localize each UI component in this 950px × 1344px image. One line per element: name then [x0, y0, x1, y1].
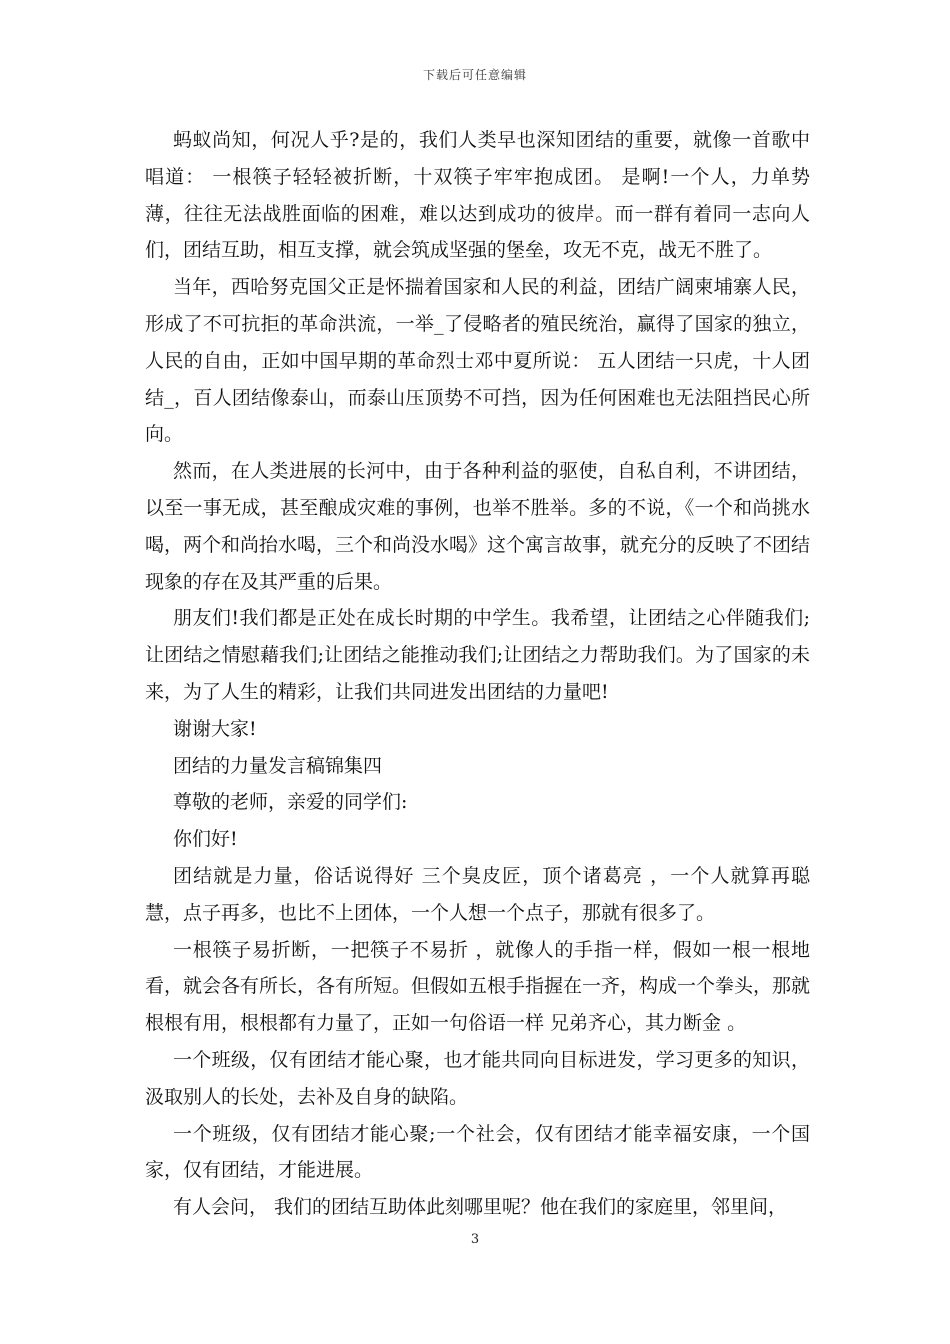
section-title: 团结的力量发言稿锦集四	[173, 754, 383, 777]
paragraph: 一根筷子易折断，一把筷子不易折 ，就像人的手指一样，假如一根一根地看，就会各有所长，各有所短。但假如五根手指握在一齐，构成一个拳头，那就根根有用，根根都有力量了，正如一句俗语一样 兄弟齐心，其力断金 。	[145, 938, 811, 1035]
paragraph: 一个班级，仅有团结才能心聚，也才能共同向目标进发，学习更多的知识，汲取别人的长处，去补及自身的缺陷。	[145, 1048, 810, 1108]
paragraph: 朋友们!我们都是正处在成长时期的中学生。我希望，让团结之心伴随我们;让团结之情慰藉我们;让团结之能推动我们;让团结之力帮助我们。为了国家的未来，为了人生的精彩，让我们共同进发出团结的力量吧!	[145, 607, 810, 703]
paragraph: 团结就是力量，俗话说得好 三个臭皮匠，顶个诸葛亮 ，一个人就算再聪慧，点子再多，也比不上团体，一个人想一个点子，那就有很多了。	[145, 864, 810, 924]
paragraph: 一个班级，仅有团结才能心聚;一个社会，仅有团结才能幸福安康，一个国家，仅有团结，才能进展。	[145, 1122, 810, 1182]
paragraph: 有人会问， 我们的团结互助体此刻哪里呢？他在我们的家庭里，邻里间，	[173, 1196, 788, 1219]
page-number: 3	[470, 1232, 480, 1247]
page-header: 下载后可任意编辑	[422, 68, 527, 82]
salutation: 尊敬的老师，亲爱的同学们:	[173, 791, 408, 814]
paragraph: 蚂蚁尚知，何况人乎?是的，我们人类早也深知团结的重要，就像一首歌中唱道： 一根筷子轻轻被折断，十双筷子牢牢抱成团。 是啊!一个人，力单势薄，往往无法战胜面临的困难，难以达到成功的彼岸。而一群有着同一志向人们，团结互助，相互支撑，就会筑成坚强的堡垒，攻无不克，战无不胜了。	[145, 129, 810, 262]
paragraph: 当年，西哈努克国父正是怀揣着国家和人民的利益，团结广阔柬埔寨人民，形成了不可抗拒的革命洪流，一举_了侵略者的殖民统治，赢得了国家的独立，人民的自由，正如中国早期的革命烈士邓中夏所说： 五人团结一只虎，十人团结_，百人团结像泰山，而泰山压顶势不可挡，因为任何困难也无法阻挡民心所向。	[145, 276, 810, 446]
greeting: 你们好!	[173, 828, 238, 851]
document-body	[145, 122, 810, 1226]
paragraph: 谢谢大家!	[173, 717, 257, 740]
paragraph: 然而，在人类进展的长河中，由于各种利益的驱使，自私自利，不讲团结，以至一事无成，甚至酿成灾难的事例，也举不胜举。多的不说，《一个和尚挑水喝，两个和尚抬水喝，三个和尚没水喝》这个寓言故事，就充分的反映了不团结现象的存在及其严重的后果。	[145, 460, 811, 593]
